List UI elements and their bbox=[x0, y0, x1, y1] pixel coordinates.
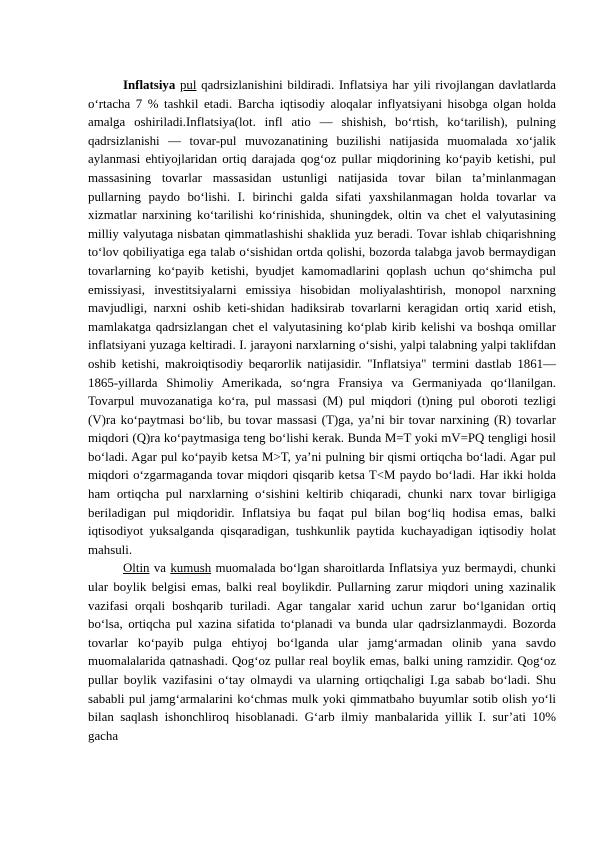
paragraph1-text: qadrsizlanishini bildiradi. Inflatsiya har yili rivojlangan davlatlarda o‘rtacha 7 % tashkil etadi. Barcha iqtisodiy aloqalar inflyatsiyani hisobga olgan holda amalga oshiriladi.Inflatsiya(lot. infl atio — shishish, bo‘rtish, ko‘tarilish), pulning qadrsizlanishi — tovar-pul muvozanatining buzilishi natijasida muomalada xo‘jalik aylanmasi ehtiyojlaridan ortiq darajada qog‘oz pullar miqdorining ko‘payib ketishi, pul massasining tovarlar massasidan ustunligi natijasida tovar bilan ta’minlanmagan pullarning paydo bo‘lishi. I. birinchi galda sifati yaxshilanmagan holda tovarlar va xizmatlar narxining ko‘tarilishi ko‘rinishida, shuningdek, oltin va chet el valyutasining milliy valyutaga nisbatan qimmatlashishi shaklida yuz beradi. Tovar ishlab chiqarishning to‘lov qobiliyatiga ega talab o‘sishidan ortda qolishi, bozorda talabga javob bermaydigan tovarlarning ko‘payib ketishi, byudjet kamomadlarini qoplash uchun qo‘shimcha pul emissiyasi, investitsiyalarni emissiya hisobidan moliyalashtirish, monopol narxning mavjudligi, narxni oshib keti-shidan hadiksirab tovarlarni keragidan ortiq xarid etish, mamlakatga qadrsizlangan chet el valyutasining ko‘plab kirib kelishi va boshqa omillar inflatsiyani yuzaga keltiradi. I. jarayoni narxlarning o‘sishi, yalpi talabning yalpi taklifdan oshib ketishi, makroiqtisodiy beqarorlik natijasidir. "Inflatsiya" termini dastlab 1861—1865-yillarda Shimoliy Amerikada, so‘ngra Fransiya va Germaniyada qo‘llanilgan. Tovarpul muvozanatiga ko‘ra, pul massasi (M) pul miqdori (t)ning pul oboroti tezligi (V)ra ko‘paytmasi bo‘lib, bu tovar massasi (T)ga, ya’ni bir tovar narxining (R) tovarlar miqdori (Q)ra ko‘paytmasiga teng bo‘lishi kerak. Bunda M=T yoki mV=PQ tengligi hosil bo‘ladi. Agar pul ko‘payib ketsa M>T, ya’ni pulning bir qismi ortiqcha bo‘ladi. Agar pul miqdori o‘zgarmaganda tovar miqdori qisqarib ketsa T<M paydo bo‘ladi. Har ikki holda ham ortiqcha pul narxlarning o‘sishini keltirib chiqaradi, chunki narx tovar birligiga beriladigan pul miqdoridir. Inflatsiya bu faqat pul bilan bog‘liq hodisa emas, balki iqtisodiyot yuksalganda qisqaradigan, tushkunlik paytida kuchayadigan iqtisodiy holat mahsuli. bbox=[88, 78, 556, 557]
term-inflatsiya: Inflatsiya bbox=[123, 78, 176, 92]
link-pul[interactable]: pul bbox=[179, 78, 197, 92]
connector-va: va bbox=[153, 561, 166, 576]
document-page bbox=[88, 76, 556, 745]
paragraph-gold-silver bbox=[88, 559, 556, 745]
link-oltin[interactable]: Oltin bbox=[123, 561, 150, 576]
paragraph2-text: muomalada bo‘lgan sharoitlarda Inflatsiya yuz bermaydi, chunki ular boylik belgisi emas, balki real boylikdir. Pullarning zarur miqdori uning xazinalik vazifasi orqali boshqarib turiladi. Agar tangalar xarid uchun zarur bo‘lganidan ortiq bo‘lsa, ortiqcha pul xazina sifatida to‘planadi va bunda ular qadrsizlanmaydi. Bozorda tovarlar ko‘payib pulga ehtiyoj bo‘lganda ular jamg‘armadan olinib yana savdo muomalalarida qatnashadi. Qog‘oz pullar real boylik emas, balki uning ramzidir. Qog‘oz pullar boylik vazifasini o‘tay olmaydi va ularning ortiqchaligi I.ga sabab bo‘ladi. Shu sababli pul jamg‘armalarini ko‘chmas mulk yoki qimmatbaho buyumlar sotib olish yo‘li bilan saqlash ishonchliroq hisoblanadi. G‘arb ilmiy manbalarida yillik I. sur’ati 10% gacha bbox=[88, 561, 556, 743]
paragraph-inflation-definition bbox=[88, 76, 556, 559]
link-kumush[interactable]: kumush bbox=[170, 561, 212, 576]
